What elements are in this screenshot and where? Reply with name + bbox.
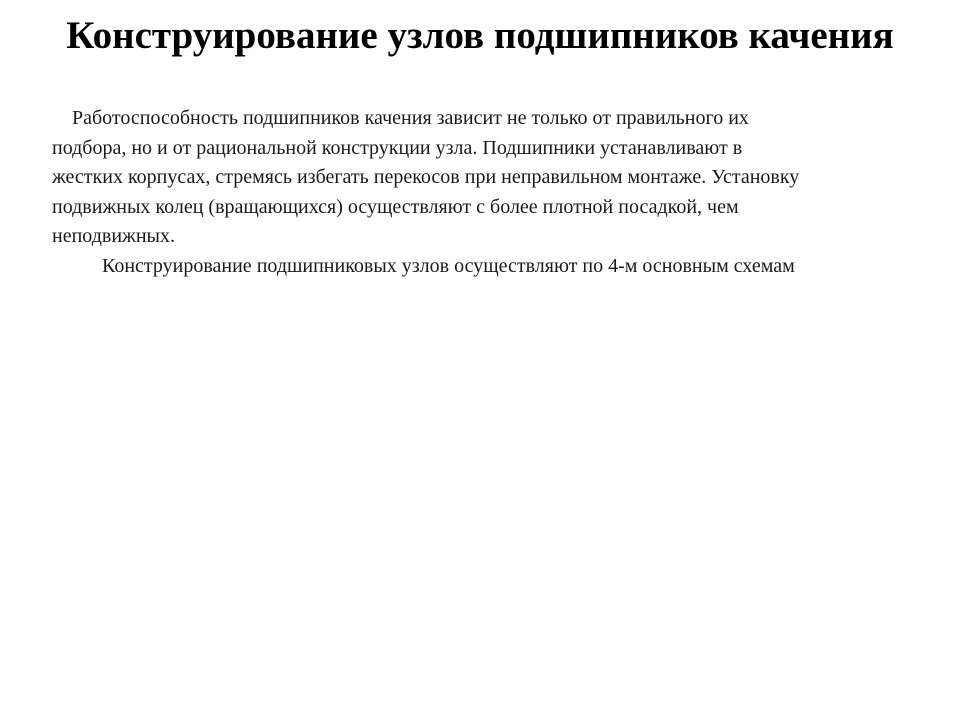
paragraph-line: Работоспособность подшипников качения зависит не только от правильного их (72, 107, 749, 129)
slide-title: Конструирование узлов подшипников качения (66, 14, 894, 57)
paragraph-line: подвижных колец (вращающихся) осуществляют с более плотной посадкой, чем (52, 195, 739, 218)
paragraph-line: неподвижных. (52, 225, 175, 247)
paragraph-line: подбора, но и от рациональной конструкции узла. Подшипники устанавливают в (52, 136, 743, 159)
paragraph-line: Конструирование подшипниковых узлов осуществляют по 4-м основным схемам (102, 254, 795, 277)
paragraph-line: жестких корпусах, стремясь избегать перекосов при неправильном монтаже. Установку (52, 166, 800, 188)
paragraph-bearing-performance (52, 104, 952, 252)
paragraph-schemes (52, 252, 952, 282)
slide-body (52, 104, 952, 281)
